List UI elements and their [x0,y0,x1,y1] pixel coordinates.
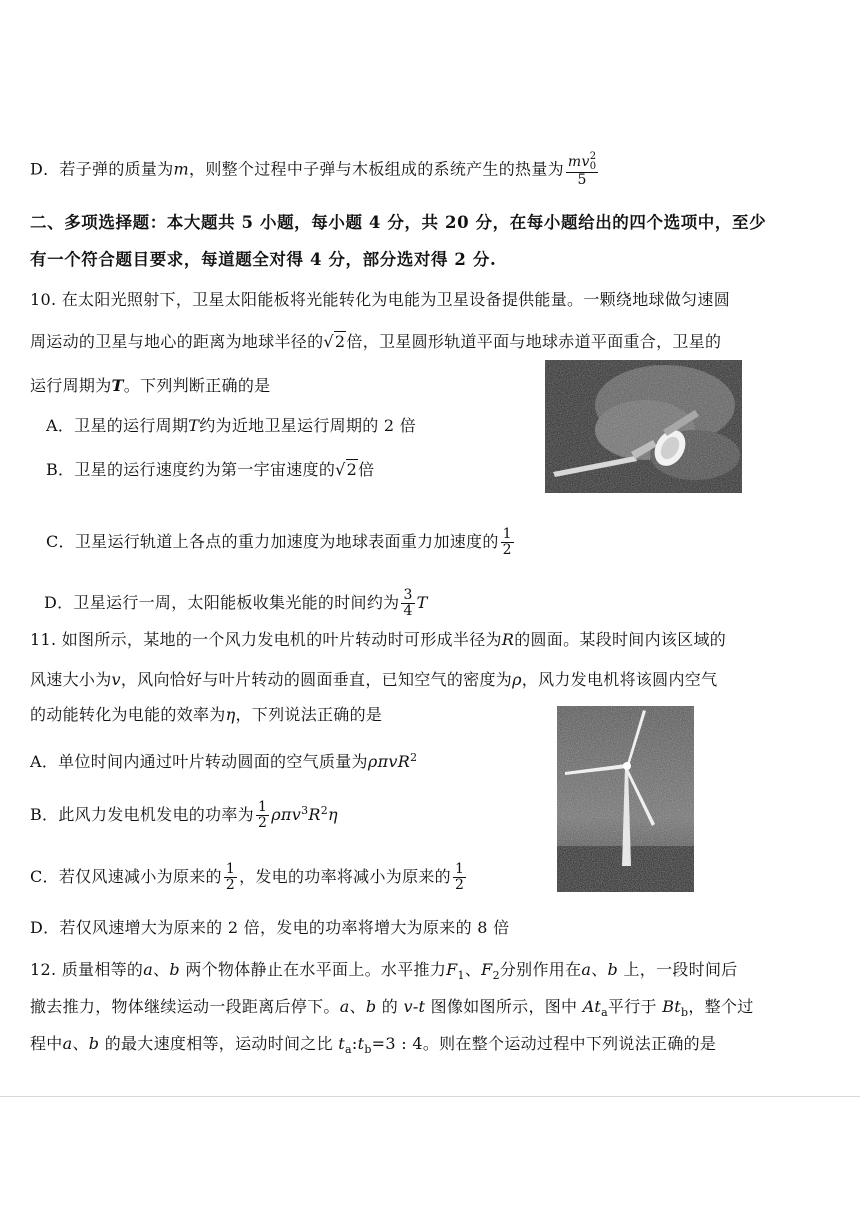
frac-numerator: 3 [403,587,413,603]
q11-text-7: ，下列说法正确的是 [235,705,383,724]
subscript: b [364,1043,372,1056]
q12-stem-line-2 [30,997,754,1023]
q11-stem-line-3 [30,705,382,725]
wind-turbine-image [557,706,694,892]
var-t: t [338,1034,346,1053]
frac-sup: 2 [589,151,597,162]
sqrt-radicand: 2 [334,332,346,351]
var-At: At [582,997,602,1016]
var-vt: v-t [403,997,426,1016]
q12-text-8: 平行于 [607,997,663,1016]
fraction-half [501,527,514,558]
subscript: a [601,1006,608,1019]
superscript: 2 [410,751,418,764]
superscript: 2 [320,804,329,817]
q10-b-text: B．卫星的运行速度约为第一宇宙速度的 [46,460,336,479]
superscript: 3 [301,804,309,817]
sqrt-symbol: √2 [335,460,358,479]
q12-stem-line-3 [30,1034,716,1060]
q12-sep: 、 [153,960,170,979]
q11-c-text: C．若仅风速减小为原来的 [30,867,222,886]
q12-sep-4: 、 [349,997,366,1016]
q10-option-c [46,527,516,558]
q12-text-6: 的 [376,997,404,1016]
subscript: b [681,1006,689,1019]
q10-option-b [46,460,374,480]
q11-a-text: A．单位时间内通过叶片转动圆面的空气质量为 [30,752,368,771]
q12-text-10: 程中 [30,1034,63,1053]
q11-stem-line-2 [30,670,717,690]
var-m: m [173,159,190,179]
frac-denominator: 2 [502,542,512,558]
expr-mass: ρπvR [367,752,411,771]
var-v: v [111,670,121,689]
q12-sep-3: 、 [591,960,608,979]
frac-denominator: 2 [454,877,465,893]
q10-stem-line-1: 10. 在太阳光照射下，卫星太阳能板将光能转化为电能为卫星设备提供能量。一颗绕地球做匀速圆 [30,290,731,309]
q9-d-text: D．若子弹的质量为 [30,159,174,179]
q12-text-11: 的最大速度相等，运动时间之比 [99,1034,339,1053]
q12-sep-2: 、 [464,960,482,979]
subscript: 1 [457,969,465,982]
q10-c-text: C．卫星运行轨道上各点的重力加速度为地球表面重力加速度的 [46,532,499,551]
q12-text-12: 。则在整个运动过程中下列说法正确的是 [422,1034,717,1053]
q12-text-3: 分别作用在 [499,960,582,979]
frac-numerator: 1 [502,526,512,542]
var-eta: η [225,705,236,724]
frac-denominator: 4 [403,603,413,619]
q10-a-text-2: 约为近地卫星运行周期的 2 倍 [199,416,417,435]
q9-option-d [30,152,600,188]
section-heading-line-1: 二、多项选择题：本大题共 5 小题，每小题 4 分，共 20 分，在每小题给出的四个选项中，至少 [30,213,767,232]
q11-text-4: ，风向恰好与叶片转动的圆面垂直，已知空气的密度为 [120,670,513,689]
var-b: b [365,997,377,1016]
q10-a-text: A．卫星的运行周期 [46,416,189,435]
q12-text-5: 撤去推力，物体继续运动一段距离后停下。 [30,997,340,1016]
q11-text-5: ，风力发电机将该圆内空气 [521,670,718,689]
frac-numerator: 1 [225,861,236,877]
q12-text-4: 上，一段时间后 [618,960,738,979]
q11-option-d: D．若仅风速增大为原来的 2 倍，发电的功率将增大为原来的 8 倍 [30,918,510,937]
fraction-heat [566,152,598,188]
fraction-half [453,862,466,893]
var-T: T [188,416,200,435]
q11-option-a [30,748,417,772]
frac-denominator: 2 [225,877,236,893]
var-rho: ρ [512,670,522,689]
q10-text-2: 倍，卫星圆形轨道平面与地球赤道平面重合，卫星的 [346,332,722,351]
frac-numerator: mv [567,154,590,170]
var-a: a [581,960,592,979]
q10-text-4: 。下列判断正确的是 [123,376,271,395]
var-t: t [357,1034,365,1053]
expr-eta: η [328,805,338,824]
ratio-value: =3 : 4 [371,1034,423,1053]
fraction-half [224,862,237,893]
sqrt-symbol: √2 [323,332,346,351]
q11-stem-line-1 [30,630,726,650]
q10-stem-line-2 [30,332,721,352]
expr-R: R [308,805,321,824]
var-T: T [111,376,124,395]
var-b: b [88,1034,100,1053]
subscript: 2 [492,969,500,982]
var-F: F [446,960,458,979]
var-a: a [62,1034,73,1053]
q10-option-d [44,588,428,619]
q11-text: 11. 如图所示，某地的一个风力发电机的叶片转动时可形成半径为 [30,630,502,649]
subscript: a [345,1043,352,1056]
q10-b-text-2: 倍 [358,460,375,479]
var-Bt: Bt [662,997,682,1016]
var-b: b [169,960,180,979]
q12-sep-5: 、 [72,1034,89,1053]
q9-d-text-2: ，则整个过程中子弹与木板组成的系统产生的热量为 [189,159,564,179]
q12-text-9: ，整个过 [688,997,754,1016]
q12-text-2: 两个物体静止在水平面上。水平推力 [179,960,447,979]
var-b: b [607,960,619,979]
frac-numerator: 1 [454,861,465,877]
expr-power: ρπv [271,805,302,824]
q11-c-text-2: ，发电的功率将减小为原来的 [239,867,451,886]
q11-option-b [30,800,338,831]
var-a: a [143,960,154,979]
var-F: F [481,960,493,979]
var-T: T [416,593,428,612]
q12-text: 12. 质量相等的 [30,960,144,979]
q12-stem-line-1 [30,960,738,986]
page-divider [0,1096,860,1097]
fraction-three-quarters [401,588,414,619]
section-heading-line-2: 有一个符合题目要求，每道题全对得 4 分，部分选对得 2 分. [30,250,497,269]
fraction-half [256,800,269,831]
frac-denominator: 5 [577,172,587,188]
frac-sub: 0 [589,161,597,172]
q10-text: 周运动的卫星与地心的距离为地球半径的 [30,332,324,351]
q10-stem-line-3 [30,376,270,396]
frac-denominator: 2 [257,815,268,831]
q11-b-text: B．此风力发电机发电的功率为 [30,805,254,824]
var-a: a [339,997,350,1016]
q11-option-c [30,862,468,893]
q11-text-6: 的动能转化为电能的效率为 [30,705,226,724]
ratio-colon: : [351,1034,358,1053]
q10-option-a [46,416,416,436]
q10-text-3: 运行周期为 [30,376,112,395]
q11-text-3: 风速大小为 [30,670,112,689]
sqrt-radicand: 2 [346,460,358,479]
q12-text-7: 图像如图所示，图中 [425,997,583,1016]
q11-text-2: 的圆面。某段时间内该区域的 [514,630,727,649]
satellite-image [545,360,742,493]
frac-numerator: 1 [257,799,268,815]
q10-d-text: D．卫星运行一周，太阳能板收集光能的时间约为 [44,593,400,612]
var-R: R [501,630,515,649]
